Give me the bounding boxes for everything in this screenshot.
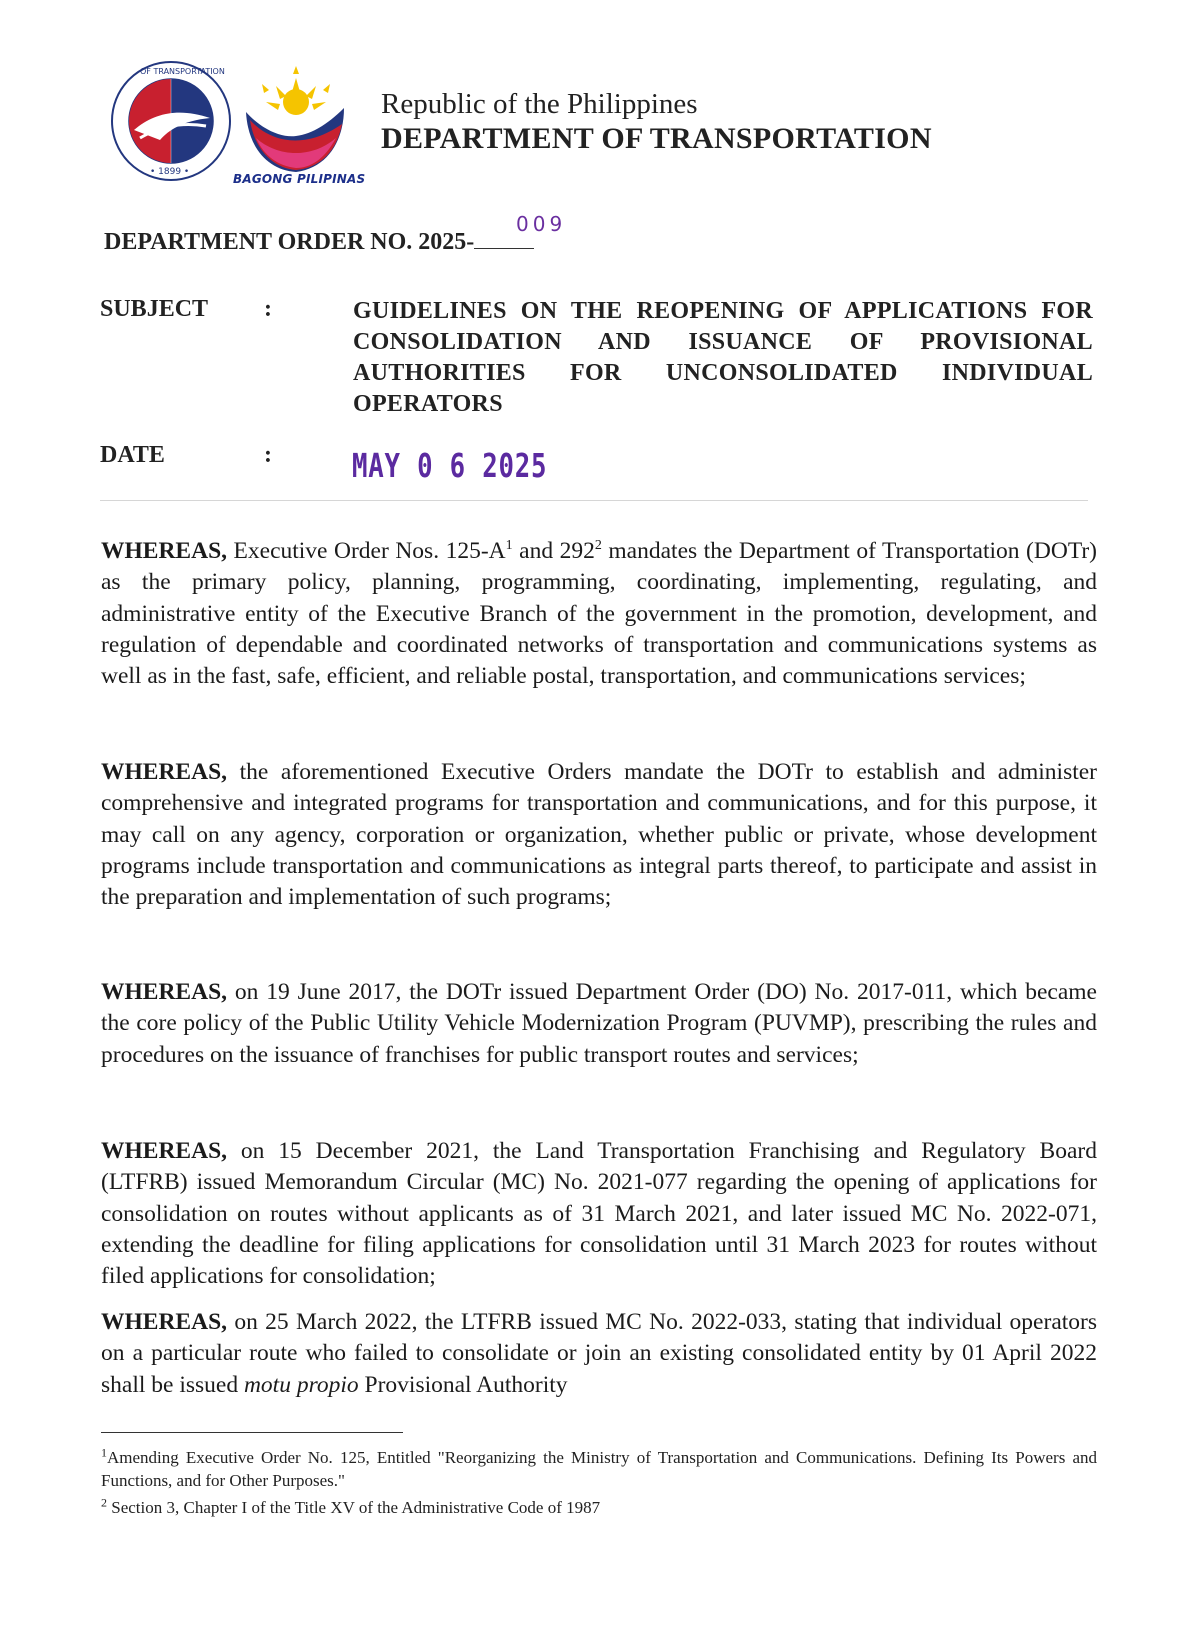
- paragraph-text: the aforementioned Executive Orders mandate the DOTr to establish and administer comprehensive and integrated programs for transportation and communications, and for this purpose, it may call on any agency, corporation or organization, whether public or private, whose development programs include transportation and communications as integral parts thereof, to participate and assist in the preparation and implementation of such programs;: [101, 759, 1097, 911]
- paragraph-text: on 25 March 2022, the LTFRB issued MC No. 2022-033, stating that individual operators on a particular route who failed to consolidate or join an existing consolidated entity by 01 April 2022 shall be issued: [101, 1309, 1097, 1398]
- date-label: DATE: [100, 442, 165, 468]
- date-stamp: MAY 0 6 2025: [352, 446, 548, 485]
- footnote-divider: [101, 1432, 403, 1433]
- date-colon: :: [264, 442, 272, 468]
- bagong-pilipinas-logo-icon: [232, 60, 360, 190]
- republic-heading: Republic of the Philippines: [381, 88, 698, 120]
- department-heading: DEPARTMENT OF TRANSPORTATION: [381, 122, 932, 155]
- whereas-paragraph-3: [101, 977, 1097, 1071]
- svg-text:OF TRANSPORTATION: OF TRANSPORTATION: [140, 67, 225, 76]
- footnote-1-text: Amending Executive Order No. 125, Entitled "Reorganizing the Ministry of Transportation and Communications. Defining Its Powers and Functions, and for Other Purposes.": [101, 1448, 1097, 1490]
- footnote-number-2: 2: [101, 1495, 107, 1510]
- order-label: DEPARTMENT ORDER NO. 2025-: [104, 229, 475, 255]
- header-divider: [100, 500, 1088, 501]
- whereas-paragraph-2: [101, 757, 1097, 913]
- whereas-paragraph-5: [101, 1307, 1097, 1401]
- bagong-pilipinas-label: BAGONG PILIPINAS: [233, 172, 366, 186]
- paragraph-text: and 292: [512, 538, 595, 564]
- subject-label: SUBJECT: [100, 296, 209, 322]
- paragraph-text: mandates the Department of Transportation (DOTr) as the primary policy, planning, programming, coordinating, implementing, regulating, and administrative entity of the Executive Branch of the government in the promotion, development, and regulation of dependable and coordinated networks of transportation and communications systems as well as in the fast, safe, efficient, and reliable postal, transportation, and communications services;: [101, 538, 1097, 690]
- paragraph-text: Provisional Authority: [358, 1371, 568, 1398]
- whereas-paragraph-1: [101, 536, 1097, 692]
- footnote-ref-1: 1: [505, 538, 513, 554]
- italic-term: motu propio: [243, 1371, 359, 1398]
- paragraph-text: Executive Order Nos. 125-A: [227, 538, 506, 564]
- subject-colon: :: [264, 296, 272, 322]
- whereas-lead: WHEREAS,: [101, 759, 228, 785]
- footnote-2: [101, 1496, 1097, 1519]
- subject-text: GUIDELINES ON THE REOPENING OF APPLICATIONS FOR CONSOLIDATION AND ISSUANCE OF PROVISIONAL AUTHORITIES FOR UNCONSOLIDATED INDIVIDUAL OPERATORS: [353, 298, 1093, 417]
- footnote-1: [101, 1446, 1097, 1492]
- svg-text:• 1899 •: • 1899 •: [150, 167, 190, 177]
- whereas-lead: WHEREAS,: [101, 538, 228, 564]
- paragraph-text: on 15 December 2021, the Land Transportation Franchising and Regulatory Board (LTFRB) issued Memorandum Circular (MC) No. 2021-077 regarding the opening of applications for consolidation on routes without applicants as of 31 March 2021, and later issued MC No. 2022-071, extending the deadline for filing applications for consolidation until 31 March 2023 for routes without filed applications for consolidation;: [101, 1138, 1097, 1290]
- whereas-lead: WHEREAS,: [101, 1309, 228, 1335]
- footnote-ref-2: 2: [594, 538, 602, 554]
- order-number-stamp: 009: [516, 212, 567, 236]
- whereas-lead: WHEREAS,: [101, 979, 228, 1005]
- footnote-2-text: Section 3, Chapter I of the Title XV of the Administrative Code of 1987: [107, 1498, 601, 1517]
- paragraph-text: on 19 June 2017, the DOTr issued Department Order (DO) No. 2017-011, which became the core policy of the Public Utility Vehicle Modernization Program (PUVMP), prescribing the rules and procedures on the issuance of franchises for public transport routes and services;: [101, 979, 1097, 1068]
- order-number-line: [104, 226, 534, 256]
- dotr-seal-icon: [110, 60, 232, 182]
- footnote-number-1: 1: [101, 1445, 107, 1460]
- whereas-paragraph-4: [101, 1136, 1097, 1292]
- whereas-lead: WHEREAS,: [101, 1138, 228, 1164]
